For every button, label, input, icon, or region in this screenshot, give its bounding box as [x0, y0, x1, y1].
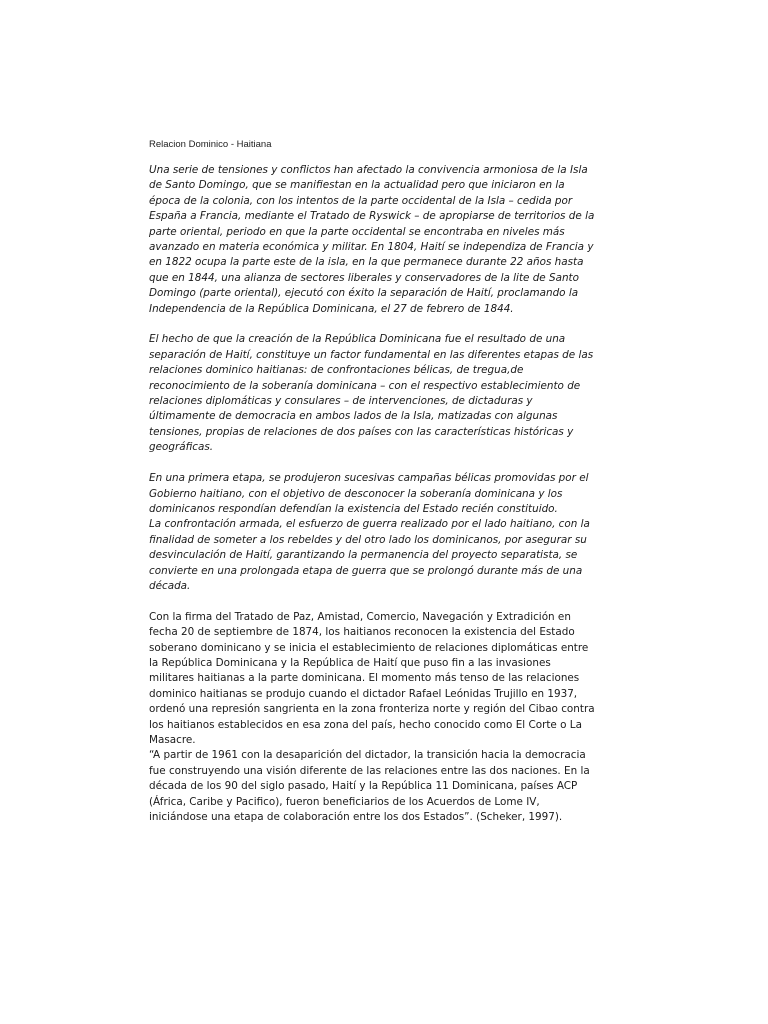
text-line: dominico haitianas se produjo cuando el dictador Rafael Leónidas Trujillo en 1937, [149, 687, 578, 700]
text-line: desvinculación de Haití, garantizando la permanencia del proyecto separatista, se [149, 549, 578, 562]
quote-line: iniciándose una etapa de colaboración entre los dos Estados”. (Scheker, 1997). [149, 811, 563, 824]
text-line: España a Francia, mediante el Tratado de Ryswick – de apropiarse de territorios de la [149, 210, 595, 223]
document-body [149, 163, 619, 841]
text-line: parte oriental, periodo en que la parte occidental se encontraba en niveles más [149, 225, 565, 238]
text-line: dominicanos respondían defendían la existencia del Estado recién constituido. [149, 502, 558, 515]
quote-line: fue construyendo una visión diferente de las relaciones entre las dos naciones. En la [149, 764, 590, 777]
paragraph-1 [149, 163, 619, 317]
text-line: ordenó una represión sangrienta en la zona fronteriza norte y región del Cibao contra [149, 703, 595, 716]
text-line: de Santo Domingo, que se manifiestan en la actualidad pero que iniciaron en la [149, 179, 565, 192]
paragraph-2 [149, 332, 619, 455]
text-line: Gobierno haitiano, con el objetivo de desconocer la soberanía dominicana y los [149, 487, 563, 500]
text-line: avanzado en materia económica y militar. En 1804, Haití se independiza de Francia y [149, 241, 594, 254]
quote-line: “A partir de 1961 con la desaparición del dictador, la transición hacia la democracia [149, 749, 586, 762]
text-line: militares haitianas a la parte dominicana. El momento más tenso de las relaciones [149, 672, 580, 685]
text-line: Una serie de tensiones y conflictos han afectado la convivencia armoniosa de la Isla [149, 164, 588, 176]
text-line: finalidad de someter a los rebeldes y del otro lado los dominicanos, por asegurar su [149, 533, 587, 546]
text-line: soberano dominicano y se inicia el establecimiento de relaciones diplomáticas entre [149, 641, 589, 654]
text-line: El hecho de que la creación de la República Dominicana fue el resultado de una [149, 333, 566, 346]
text-line: los haitianos establecidos en esa zona del país, hecho conocido como El Corte o La [149, 718, 582, 731]
quote-line: década de los 90 del siglo pasado, Haití y la República 11 Dominicana, países ACP [149, 780, 578, 793]
text-line: geográficas. [149, 441, 214, 454]
paragraph-3 [149, 471, 619, 594]
text-line: que en 1844, una alianza de sectores liberales y conservadores de la lite de Santo [149, 271, 579, 284]
text-line: la República Dominicana y la República de Haití que puso fin a las invasiones [149, 656, 551, 669]
text-line: época de la colonia, con los intentos de la parte occidental de la Isla – cedida por [149, 194, 573, 207]
text-line: últimamente de democracia en ambos lados de la Isla, matizadas con algunas [149, 410, 558, 423]
text-line: Masacre. [149, 733, 196, 746]
document-title: Relacion Dominico - Haitiana [149, 139, 272, 150]
text-line: Con la firma del Tratado de Paz, Amistad, Comercio, Navegación y Extradición en [149, 610, 571, 623]
quote-line: (África, Caribe y Pacifico), fueron beneficiarios de los Acuerdos de Lome IV, [149, 795, 540, 808]
text-line: separación de Haití, constituye un factor fundamental en las diferentes etapas de las [149, 348, 594, 361]
text-line: Domingo (parte oriental), ejecutó con éxito la separación de Haití, proclamando la [149, 287, 579, 300]
text-line: convierte en una prolongada etapa de guerra que se prolongó durante más de una [149, 564, 583, 577]
text-line: relaciones dominico haitianas: de confrontaciones bélicas, de tregua,de [149, 364, 524, 377]
text-line: La confrontación armada, el esfuerzo de guerra realizado por el lado haitiano, con la [149, 518, 590, 531]
paragraph-4 [149, 610, 619, 826]
text-line: relaciones diplomáticas y consulares – de intervenciones, de dictaduras y [149, 395, 533, 408]
text-line: reconocimiento de la soberanía dominicana – con el respectivo establecimiento de [149, 379, 581, 392]
text-line: Independencia de la República Dominicana, el 27 de febrero de 1844. [149, 302, 514, 315]
text-line: fecha 20 de septiembre de 1874, los haitianos reconocen la existencia del Estado [149, 626, 575, 639]
text-line: en 1822 ocupa la parte este de la isla, en la que permanece durante 22 años hasta [149, 256, 584, 269]
text-line: En una primera etapa, se produjeron sucesivas campañas bélicas promovidas por el [149, 472, 589, 485]
text-line: década. [149, 579, 191, 592]
text-line: tensiones, propias de relaciones de dos países con las características históricas y [149, 425, 574, 438]
